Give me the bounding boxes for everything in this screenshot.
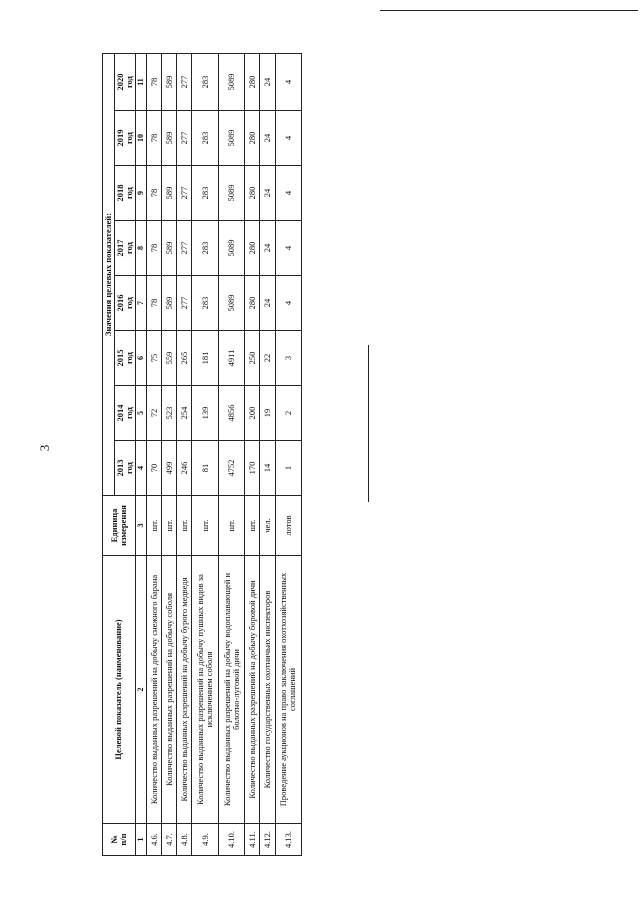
value-cell: 589 [162, 166, 177, 221]
unit-cell: чел. [260, 496, 275, 556]
value-cell: 24 [260, 276, 275, 331]
header-year: 2019 год [114, 111, 135, 166]
value-cell: 24 [260, 111, 275, 166]
value-cell: 78 [147, 53, 162, 110]
value-cell: 283 [192, 221, 218, 276]
value-cell: 499 [162, 441, 177, 496]
column-index: 5 [135, 386, 146, 441]
unit-cell: шт. [192, 496, 218, 556]
value-cell: 24 [260, 53, 275, 110]
value-cell: 280 [245, 276, 260, 331]
column-index-row [135, 53, 146, 855]
column-index: 1 [135, 824, 146, 856]
value-cell: 277 [177, 111, 192, 166]
value-cell: 523 [162, 386, 177, 441]
value-cell: 24 [260, 166, 275, 221]
value-cell: 280 [245, 221, 260, 276]
indicator-name: Количество выданных разрешений на добычу боровой дичи [245, 556, 260, 824]
unit-cell: шт. [177, 496, 192, 556]
header-row-1 [103, 53, 115, 855]
value-cell: 5089 [218, 276, 244, 331]
value-cell: 4 [275, 111, 301, 166]
header-no: № п/п [103, 824, 136, 856]
value-cell: 14 [260, 441, 275, 496]
value-cell: 5089 [218, 221, 244, 276]
column-index: 4 [135, 441, 146, 496]
column-index: 9 [135, 166, 146, 221]
row-number: 4.11. [245, 824, 260, 856]
value-cell: 78 [147, 221, 162, 276]
value-cell: 3 [275, 331, 301, 386]
header-year: 2013 год [114, 441, 135, 496]
separator-line-vertical [368, 345, 369, 502]
value-cell: 4 [275, 166, 301, 221]
value-cell: 589 [162, 221, 177, 276]
value-cell: 280 [245, 166, 260, 221]
page-number: 3 [37, 444, 52, 452]
header-indicator: Целевой показатель (наименование) [103, 556, 136, 824]
value-cell: 283 [192, 111, 218, 166]
value-cell: 280 [245, 111, 260, 166]
header-year: 2015 год [114, 331, 135, 386]
column-index: 11 [135, 53, 146, 110]
indicator-name: Количество выданных разрешений на добычу соболя [162, 556, 177, 824]
row-number: 4.7. [162, 824, 177, 856]
table-row [147, 53, 162, 855]
value-cell: 2 [275, 386, 301, 441]
table-row [245, 53, 260, 855]
indicator-name: Проведение аукционов на право заключения охотхозяйственных соглашений [275, 556, 301, 824]
row-number: 4.12. [260, 824, 275, 856]
table-row [192, 53, 218, 855]
value-cell: 5089 [218, 111, 244, 166]
value-cell: 283 [192, 53, 218, 110]
unit-cell: шт. [245, 496, 260, 556]
value-cell: 170 [245, 441, 260, 496]
indicator-name: Количество выданных разрешений на добычу водоплавающей и болотно-луговой дичи [218, 556, 244, 824]
header-year: 2018 год [114, 166, 135, 221]
row-number: 4.8. [177, 824, 192, 856]
value-cell: 5089 [218, 166, 244, 221]
value-cell: 200 [245, 386, 260, 441]
unit-cell: шт. [218, 496, 244, 556]
row-number: 4.6. [147, 824, 162, 856]
indicator-name: Количество государственных охотничьих инспекторов [260, 556, 275, 824]
value-cell: 589 [162, 111, 177, 166]
indicator-name: Количество выданных разрешений на добычу бурого медведя [177, 556, 192, 824]
value-cell: 277 [177, 276, 192, 331]
value-cell: 250 [245, 331, 260, 386]
table-row [260, 53, 275, 855]
row-number: 4.13. [275, 824, 301, 856]
unit-cell: лотов [275, 496, 301, 556]
value-cell: 4752 [218, 441, 244, 496]
value-cell: 4 [275, 53, 301, 110]
value-cell: 4856 [218, 386, 244, 441]
header-year: 2020 год [114, 53, 135, 110]
table-row [275, 53, 301, 855]
header-year: 2017 год [114, 221, 135, 276]
indicator-name: Количество выданных разрешений на добычу пушных видов за исключением соболя [192, 556, 218, 824]
value-cell: 589 [162, 53, 177, 110]
column-index: 2 [135, 556, 146, 824]
value-cell: 246 [177, 441, 192, 496]
value-cell: 265 [177, 331, 192, 386]
header-year: 2016 год [114, 276, 135, 331]
value-cell: 78 [147, 111, 162, 166]
column-index: 6 [135, 331, 146, 386]
unit-cell: шт. [147, 496, 162, 556]
value-cell: 559 [162, 331, 177, 386]
value-cell: 283 [192, 276, 218, 331]
value-cell: 280 [245, 53, 260, 110]
value-cell: 78 [147, 166, 162, 221]
row-number: 4.9. [192, 824, 218, 856]
value-cell: 4911 [218, 331, 244, 386]
value-cell: 283 [192, 166, 218, 221]
value-cell: 277 [177, 166, 192, 221]
table-body [147, 53, 302, 855]
value-cell: 277 [177, 221, 192, 276]
target-indicators-table [102, 53, 302, 856]
table-row [162, 53, 177, 855]
column-index: 7 [135, 276, 146, 331]
value-cell: 4 [275, 221, 301, 276]
value-cell: 277 [177, 53, 192, 110]
top-right-rule [380, 10, 638, 11]
value-cell: 4 [275, 276, 301, 331]
value-cell: 75 [147, 331, 162, 386]
value-cell: 19 [260, 386, 275, 441]
value-cell: 24 [260, 221, 275, 276]
value-cell: 589 [162, 276, 177, 331]
value-cell: 78 [147, 276, 162, 331]
column-index: 3 [135, 496, 146, 556]
value-cell: 72 [147, 386, 162, 441]
header-year: 2014 год [114, 386, 135, 441]
value-cell: 81 [192, 441, 218, 496]
value-cell: 254 [177, 386, 192, 441]
column-index: 10 [135, 111, 146, 166]
row-number: 4.10. [218, 824, 244, 856]
value-cell: 22 [260, 331, 275, 386]
table-row [218, 53, 244, 855]
value-cell: 70 [147, 441, 162, 496]
value-cell: 181 [192, 331, 218, 386]
value-cell: 139 [192, 386, 218, 441]
value-cell: 1 [275, 441, 301, 496]
header-values-group: Значения целевых показателей: [103, 53, 115, 495]
table-row [177, 53, 192, 855]
indicator-name: Количество выданных разрешений на добычу снежного барана [147, 556, 162, 824]
value-cell: 5089 [218, 53, 244, 110]
column-index: 8 [135, 221, 146, 276]
unit-cell: шт. [162, 496, 177, 556]
header-unit: Единица измерения [103, 496, 136, 556]
